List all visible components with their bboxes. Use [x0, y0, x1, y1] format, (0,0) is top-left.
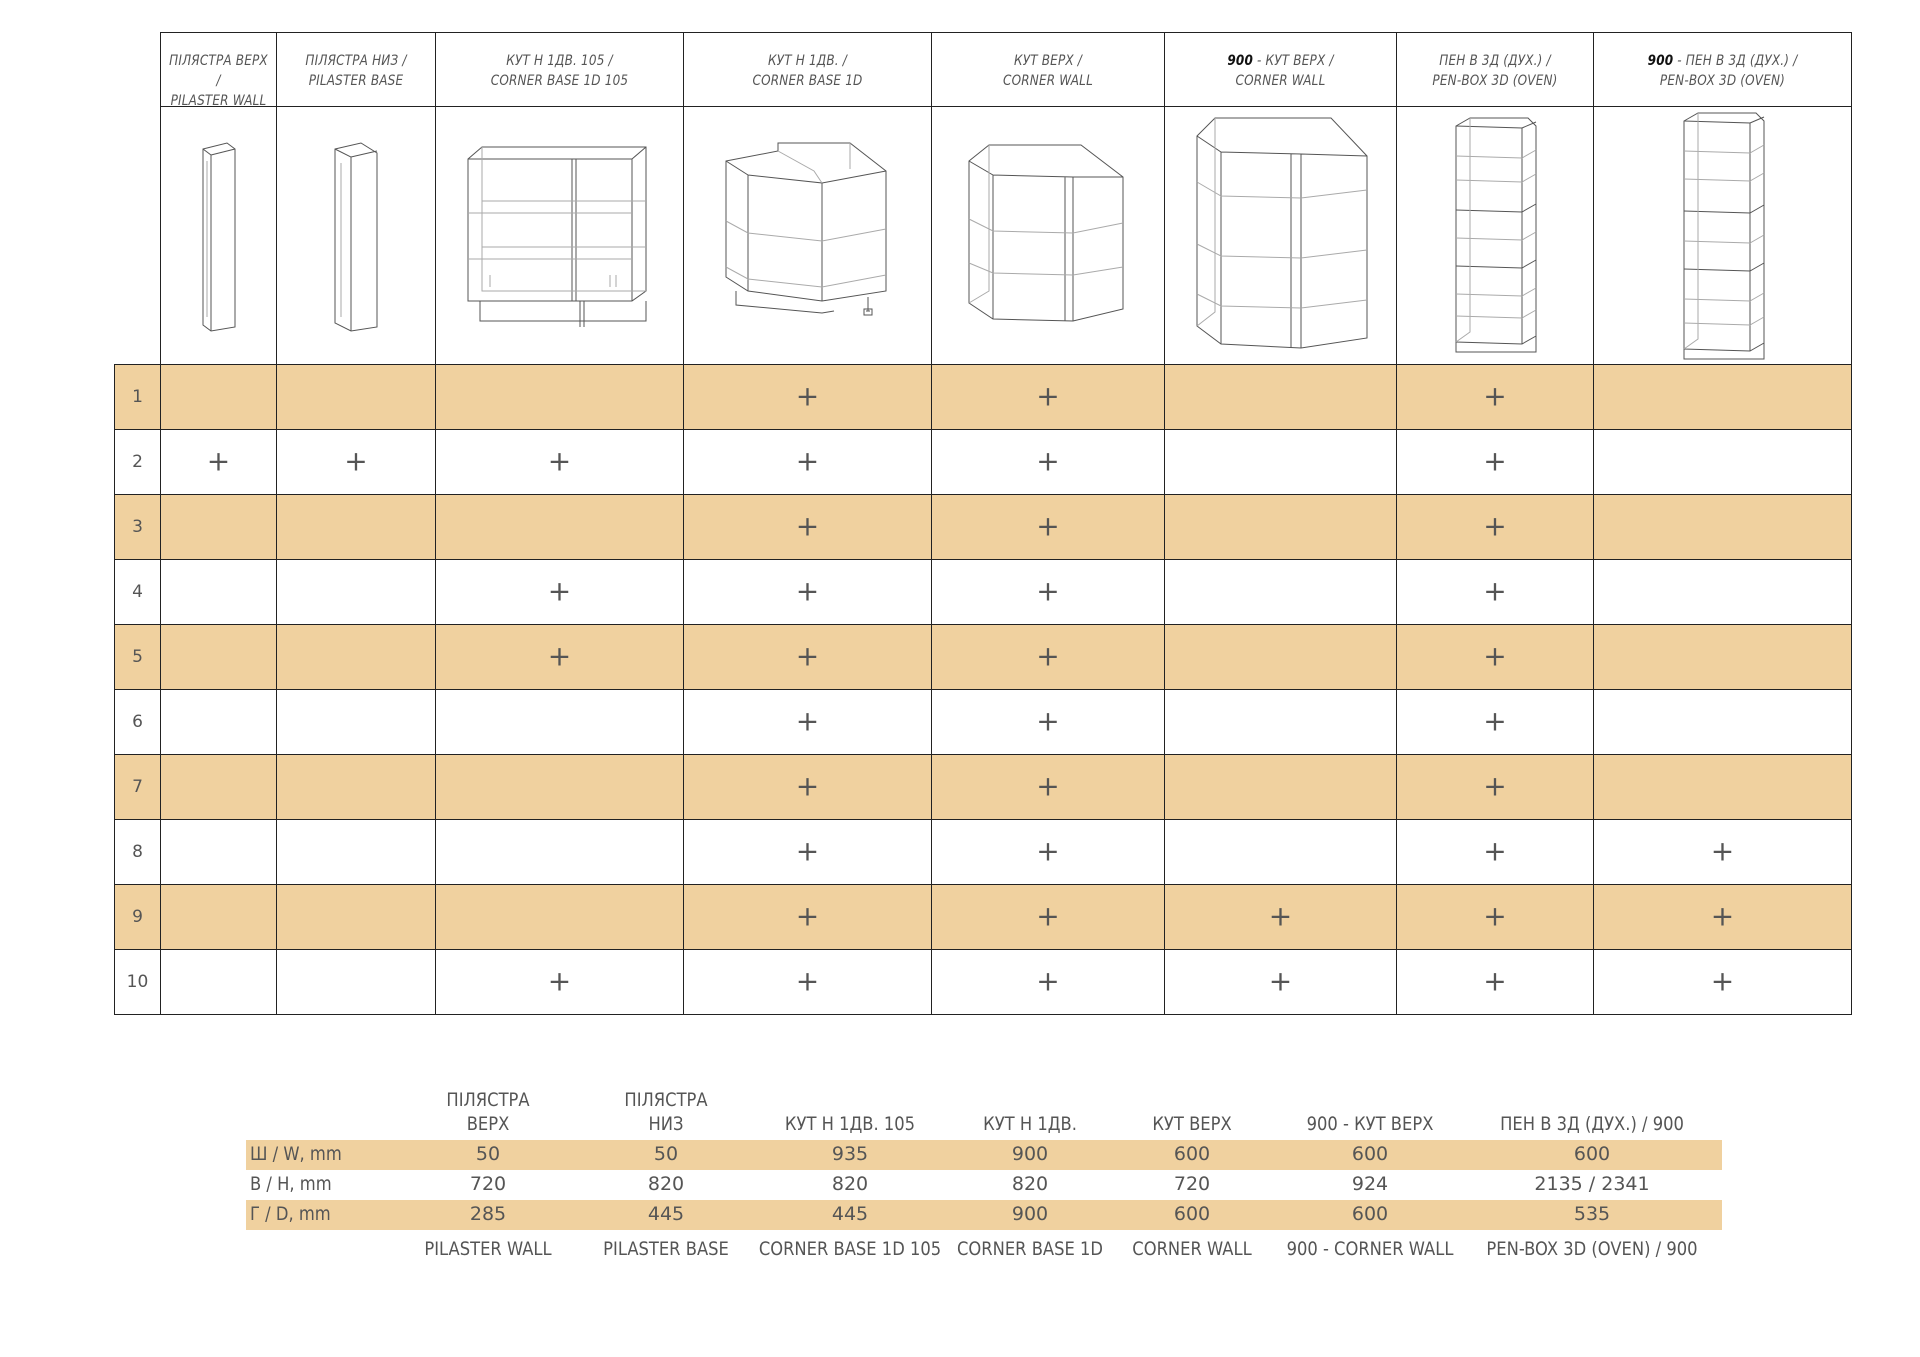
column-title-ua	[1181, 51, 1380, 71]
dimension-footer: PILASTER BASE	[603, 1238, 729, 1260]
dimension-footer: PILASTER WALL	[424, 1238, 552, 1260]
dimension-value: 820	[647, 1173, 685, 1195]
column-title-ua: ПЕН В 3Д (ДУХ.) /	[1439, 53, 1551, 69]
plus-mark: +	[1268, 964, 1293, 998]
plus-mark: +	[1036, 444, 1060, 478]
column-title	[1411, 51, 1580, 91]
plus-mark: +	[1036, 769, 1060, 803]
matrix-cell	[160, 884, 277, 949]
matrix-cell	[1397, 754, 1594, 819]
row-number: 6	[114, 689, 160, 754]
matrix-cell	[684, 754, 932, 819]
table-row	[114, 494, 1852, 559]
dimension-value: 50	[475, 1143, 501, 1165]
row-number: 8	[114, 819, 160, 884]
table-row	[114, 754, 1852, 819]
matrix-cell	[277, 364, 436, 429]
image-row	[114, 106, 1852, 364]
dimension-value: 720	[1173, 1173, 1211, 1195]
pen-box-900-icon	[1594, 107, 1851, 364]
corner-wall-900-icon	[1165, 107, 1396, 364]
table-row	[114, 559, 1852, 624]
matrix-cell	[436, 494, 684, 559]
matrix-cell	[1397, 494, 1594, 559]
matrix-cell	[1165, 819, 1397, 884]
matrix-bottom-border	[114, 1014, 1852, 1015]
column-title-ua: ПІЛЯСТРА НИЗ /	[305, 53, 407, 69]
dimension-footer: CORNER WALL	[1132, 1238, 1252, 1260]
matrix-cell	[1397, 689, 1594, 754]
matrix-cell	[684, 494, 932, 559]
plus-mark: +	[1036, 834, 1060, 868]
column-header-1	[160, 32, 277, 109]
matrix-cell	[436, 884, 684, 949]
dimension-header: ПІЛЯСТРА ВЕРХ	[446, 1089, 530, 1135]
column-title-ua: ПІЛЯСТРА ВЕРХ /	[169, 53, 268, 89]
dimension-header: КУТ Н 1ДВ.	[983, 1113, 1077, 1135]
plus-mark: +	[1483, 379, 1507, 413]
dimension-value: 600	[1173, 1203, 1211, 1225]
matrix-cell	[160, 559, 277, 624]
column-title	[288, 51, 424, 91]
column-title-en: CORNER BASE 1D	[752, 73, 863, 89]
column-title-ua-text: - КУТ ВЕРХ /	[1253, 53, 1334, 69]
plus-mark: +	[1710, 834, 1735, 868]
matrix-cell	[1397, 949, 1594, 1014]
column-title-en: CORNER WALL	[1003, 73, 1093, 89]
table-row	[114, 689, 1852, 754]
column-title-ua: КУТ Н 1ДВ. /	[767, 53, 848, 69]
matrix-cell	[932, 689, 1165, 754]
corner-base-icon	[684, 107, 931, 364]
dimension-value: 600	[1573, 1143, 1611, 1165]
matrix-cell	[1594, 689, 1852, 754]
plus-mark: +	[795, 509, 820, 543]
matrix-cell	[932, 819, 1165, 884]
plus-mark: +	[1036, 639, 1060, 673]
matrix-cell	[1594, 624, 1852, 689]
matrix-cell	[277, 949, 436, 1014]
column-title-ua	[1612, 51, 1833, 71]
table-row	[114, 429, 1852, 494]
dimensions-table	[246, 1078, 1722, 1278]
matrix-cell	[684, 364, 932, 429]
plus-mark: +	[795, 769, 820, 803]
plus-mark: +	[795, 444, 820, 478]
matrix-cell	[684, 689, 932, 754]
compatibility-matrix	[114, 32, 1852, 1015]
column-title-ua-text: - ПЕН В 3Д (ДУХ.) /	[1673, 53, 1798, 69]
dimension-footer: CORNER BASE 1D	[957, 1238, 1103, 1260]
matrix-cell	[1594, 949, 1852, 1014]
dimension-label: Г / D, mm	[250, 1203, 331, 1225]
matrix-cell	[1397, 624, 1594, 689]
column-image-cell-2	[277, 106, 436, 364]
row-number: 3	[114, 494, 160, 559]
matrix-cell	[932, 624, 1165, 689]
plus-mark: +	[1483, 509, 1507, 543]
matrix-cell	[160, 429, 277, 494]
plus-mark: +	[795, 704, 820, 738]
row-number: 1	[114, 364, 160, 429]
row-number: 2	[114, 429, 160, 494]
dimension-header: ПІЛЯСТРА НИЗ	[624, 1089, 708, 1135]
column-image-cell-6	[1165, 106, 1397, 364]
plus-mark: +	[795, 574, 820, 608]
matrix-cell	[436, 689, 684, 754]
matrix-cell	[932, 559, 1165, 624]
dimension-value: 445	[831, 1203, 869, 1225]
matrix-cell	[1594, 559, 1852, 624]
matrix-cell	[160, 494, 277, 559]
column-title-en: PEN-BOX 3D (OVEN)	[1659, 73, 1786, 89]
plus-mark: +	[206, 444, 231, 478]
row-number: 10	[114, 949, 160, 1014]
corner-base-105-icon	[436, 107, 683, 364]
dimension-value: 900	[1011, 1143, 1049, 1165]
column-image-cell-1	[160, 106, 277, 364]
matrix-cell	[684, 884, 932, 949]
matrix-cell	[436, 364, 684, 429]
column-image-cell-4	[684, 106, 932, 364]
matrix-cell	[277, 754, 436, 819]
column-header-2	[277, 32, 436, 106]
plus-mark: +	[547, 964, 572, 998]
matrix-cell	[160, 689, 277, 754]
column-title	[169, 51, 268, 111]
plus-mark: +	[1483, 444, 1507, 478]
plus-mark: +	[1036, 704, 1060, 738]
table-row	[114, 949, 1852, 1014]
matrix-cell	[1165, 624, 1397, 689]
matrix-cell	[1397, 364, 1594, 429]
plus-mark: +	[1483, 769, 1507, 803]
matrix-cell	[277, 884, 436, 949]
dimension-value: 600	[1173, 1143, 1211, 1165]
matrix-cell	[684, 429, 932, 494]
plus-mark: +	[1036, 509, 1060, 543]
dimension-value: 935	[831, 1143, 869, 1165]
column-image-cell-5	[932, 106, 1165, 364]
column-header-5	[932, 32, 1165, 106]
dimension-value: 535	[1573, 1203, 1611, 1225]
column-title-ua: КУТ Н 1ДВ. 105 /	[506, 53, 613, 69]
plus-mark: +	[795, 834, 820, 868]
column-title-ua: КУТ ВЕРХ /	[1013, 53, 1083, 69]
dimension-row	[246, 1140, 1722, 1170]
column-title-prefix: 900	[1227, 53, 1254, 69]
plus-mark: +	[1036, 964, 1060, 998]
column-title	[1612, 51, 1833, 91]
column-title	[948, 51, 1148, 91]
dimension-label: В / H, mm	[250, 1173, 332, 1195]
column-title	[453, 51, 665, 91]
matrix-cell	[1594, 884, 1852, 949]
column-title-en: PILASTER BASE	[308, 73, 404, 89]
pen-box-icon	[1397, 107, 1593, 364]
dimension-footer: PEN-BOX 3D (OVEN) / 900	[1486, 1238, 1698, 1260]
dimension-header: 900 - КУТ ВЕРХ	[1306, 1113, 1434, 1135]
matrix-cell	[436, 754, 684, 819]
column-image-cell-8	[1594, 106, 1852, 364]
dimension-value: 820	[1011, 1173, 1049, 1195]
matrix-cell	[277, 689, 436, 754]
column-title-prefix: 900	[1647, 53, 1674, 69]
matrix-cell	[1397, 559, 1594, 624]
matrix-cell	[684, 949, 932, 1014]
matrix-cell	[684, 559, 932, 624]
column-image-cell-3	[436, 106, 684, 364]
plus-mark: +	[795, 899, 820, 933]
dimension-value: 600	[1351, 1143, 1389, 1165]
matrix-cell	[277, 429, 436, 494]
dimension-row	[246, 1200, 1722, 1230]
table-row	[114, 819, 1852, 884]
matrix-cell	[932, 949, 1165, 1014]
matrix-cell	[932, 494, 1165, 559]
matrix-cell	[1165, 364, 1397, 429]
matrix-cell	[277, 559, 436, 624]
dimension-value: 924	[1351, 1173, 1389, 1195]
pilaster-base-icon	[277, 107, 435, 364]
plus-mark: +	[1483, 834, 1507, 868]
plus-mark: +	[1710, 964, 1735, 998]
row-number: 4	[114, 559, 160, 624]
row-number: 9	[114, 884, 160, 949]
table-row	[114, 364, 1852, 429]
matrix-cell	[436, 624, 684, 689]
dimension-value: 285	[469, 1203, 507, 1225]
plus-mark: +	[1483, 574, 1507, 608]
matrix-cell	[160, 754, 277, 819]
dimension-value: 720	[469, 1173, 507, 1195]
dimension-footer: CORNER BASE 1D 105	[758, 1238, 942, 1260]
matrix-cell	[1594, 364, 1852, 429]
matrix-cell	[1594, 429, 1852, 494]
dimension-value: 600	[1351, 1203, 1389, 1225]
matrix-cell	[1165, 689, 1397, 754]
matrix-cell	[160, 624, 277, 689]
corner-wall-icon	[932, 107, 1164, 364]
dimension-header: ПЕН В 3Д (ДУХ.) / 900	[1500, 1113, 1684, 1135]
dimension-value: 445	[647, 1203, 685, 1225]
plus-mark: +	[1268, 899, 1293, 933]
matrix-cell	[1165, 884, 1397, 949]
table-row	[114, 884, 1852, 949]
dimension-value: 2135 / 2341	[1534, 1173, 1650, 1195]
column-title-en: PEN-BOX 3D (OVEN)	[1432, 73, 1558, 89]
plus-mark: +	[1483, 704, 1507, 738]
matrix-cell	[1165, 754, 1397, 819]
matrix-cell	[932, 884, 1165, 949]
column-title-en: CORNER BASE 1D 105	[490, 73, 629, 89]
column-title-en: PILASTER WALL	[170, 93, 267, 109]
column-header-6	[1165, 32, 1397, 106]
plus-mark: +	[1036, 574, 1060, 608]
plus-mark: +	[547, 444, 572, 478]
header-row	[114, 32, 1852, 109]
matrix-cell	[1165, 429, 1397, 494]
matrix-cell	[1594, 819, 1852, 884]
column-title-en: CORNER WALL	[1235, 73, 1326, 89]
row-number: 5	[114, 624, 160, 689]
matrix-cell	[277, 494, 436, 559]
column-header-7	[1397, 32, 1594, 106]
column-image-cell-7	[1397, 106, 1594, 364]
dimension-label: Ш / W, mm	[250, 1143, 342, 1165]
matrix-cell	[932, 429, 1165, 494]
column-title	[701, 51, 913, 91]
matrix-cell	[932, 364, 1165, 429]
matrix-cell	[160, 364, 277, 429]
matrix-cell	[1397, 819, 1594, 884]
matrix-cell	[160, 819, 277, 884]
plus-mark: +	[1036, 899, 1060, 933]
plus-mark: +	[1710, 899, 1735, 933]
matrix-cell	[1165, 559, 1397, 624]
matrix-cell	[684, 624, 932, 689]
column-header-8	[1594, 32, 1852, 106]
matrix-cell	[1397, 429, 1594, 494]
dimension-header: КУТ ВЕРХ	[1152, 1113, 1232, 1135]
matrix-cell	[1594, 494, 1852, 559]
matrix-cell	[1397, 884, 1594, 949]
matrix-cell	[436, 819, 684, 884]
plus-mark: +	[547, 639, 572, 673]
dimension-value: 50	[653, 1143, 679, 1165]
matrix-cell	[436, 559, 684, 624]
plus-mark: +	[1036, 379, 1060, 413]
plus-mark: +	[1483, 899, 1507, 933]
column-header-4	[684, 32, 932, 106]
plus-mark: +	[795, 379, 820, 413]
matrix-cell	[684, 819, 932, 884]
row-number: 7	[114, 754, 160, 819]
matrix-cell	[1165, 949, 1397, 1014]
matrix-cell	[436, 429, 684, 494]
plus-mark: +	[1483, 964, 1507, 998]
table-row	[114, 624, 1852, 689]
plus-mark: +	[547, 574, 572, 608]
column-title	[1181, 51, 1380, 91]
pilaster-wall-icon	[161, 107, 276, 364]
dimension-header: КУТ Н 1ДВ. 105	[784, 1113, 916, 1135]
matrix-cell	[932, 754, 1165, 819]
plus-mark: +	[1483, 639, 1507, 673]
dimension-value: 900	[1011, 1203, 1049, 1225]
matrix-cell	[1165, 494, 1397, 559]
plus-mark: +	[344, 444, 368, 478]
matrix-cell	[160, 949, 277, 1014]
plus-mark: +	[795, 639, 820, 673]
dimension-row	[246, 1170, 1722, 1200]
matrix-cell	[1594, 754, 1852, 819]
dimension-value: 820	[831, 1173, 869, 1195]
matrix-cell	[436, 949, 684, 1014]
dimension-footer: 900 - CORNER WALL	[1286, 1238, 1454, 1260]
matrix-cell	[277, 624, 436, 689]
matrix-cell	[277, 819, 436, 884]
column-header-3	[436, 32, 684, 106]
plus-mark: +	[795, 964, 820, 998]
